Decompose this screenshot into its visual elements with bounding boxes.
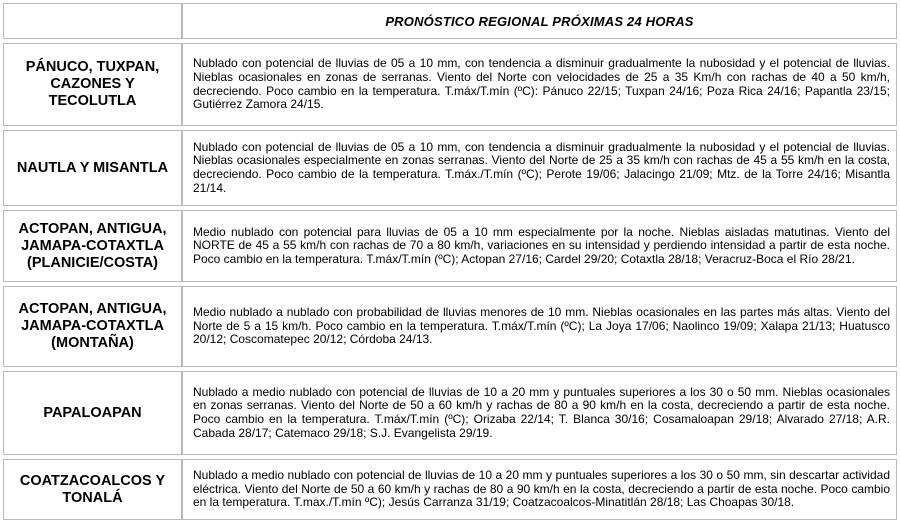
forecast-text: Medio nublado con potencial para lluvias de 05 a 10 mm especialmente por la noche. Nieblas aisladas matutinas. Viento del NORTE de 45 a 55 km/h con rachas de 70 a 80 km/h, variaciones en su intensidad y perdiendo intensidad a partir de esta noche. Poco cambio en la temperatura. T.máx/T.mín (ºC); Actopan 27/16; Cardel 29/20; Cotaxtla 28/18; Veracruz-Boca el Río 28/21.: [193, 224, 890, 266]
region-cell: [3, 210, 182, 282]
region-cell: [3, 43, 182, 126]
header-empty-cell: [3, 3, 182, 39]
forecast-text: Nublado a medio nublado con potencial de lluvias de 10 a 20 mm y puntuales superiores a los 30 o 50 mm, sin descartar actividad eléctrica. Viento del Norte de 50 a 60 km/h y rachas de 80 a 90 km/h en la costa, decreciendo a partir de esta noche. Poco cambio en la temperatura. T.max./T.mín ºC); Jesús Carranza 31/19; Coatzacoalcos-Minatitlán 28/18; Las Choapas 30/18.: [193, 468, 890, 510]
region-cell: [3, 286, 182, 367]
region-name: NAUTLA Y MISANTLA: [16, 159, 169, 176]
forecast-text: Nublado con potencial de lluvias de 05 a 10 mm, con tendencia a disminuir gradualmente la nubosidad y el potencial de lluvias. Nieblas ocasionales especialmente en zonas serranas. Viento del Norte de 25 a 35 km/h con rachas de 45 a 55 km/h en la costa, decreciendo. Poco cambio de la temperatura. T.máx./T.mín (ºC); Perote 19/06; Jalacingo 21/09; Mtz. de la Torre 24/16; Misantla 21/14.: [193, 139, 890, 195]
region-cell: [3, 459, 182, 520]
forecast-cell: [182, 286, 897, 367]
region-name: ACTOPAN, ANTIGUA, JAMAPA-COTAXTLA (PLANICIE/COSTA): [18, 220, 167, 271]
forecast-cell: [182, 43, 897, 126]
forecast-cell: [182, 459, 897, 520]
forecast-cell: [182, 210, 897, 282]
region-cell: [3, 130, 182, 206]
region-name: COATZACOALCOS Y TONALÁ: [19, 472, 166, 506]
region-cell: [3, 371, 182, 455]
table-title: PRONÓSTICO REGIONAL PRÓXIMAS 24 HORAS: [182, 3, 897, 39]
forecast-cell: [182, 130, 897, 206]
region-name: ACTOPAN, ANTIGUA, JAMAPA-COTAXTLA (MONTAÑA): [18, 301, 167, 351]
region-name: PAPALOAPAN: [43, 404, 142, 421]
forecast-text: Nublado con potencial de lluvias de 05 a 10 mm, con tendencia a disminuir gradualmente la nubosidad y el potencial de lluvias. Nieblas ocasionales en zonas de serranas. Viento del Norte con velocidades de 25 a 35 Km/h con rachas de 40 a 50 km/h, decreciendo. Poco cambio en la temperatura. T.máx/T.mín (ºC): Pánuco 22/15; Tuxpan 24/16; Poza Rica 24/16; Papantla 23/15; Gutiérrez Zamora 24/15.: [193, 56, 890, 112]
region-name: PÁNUCO, TUXPAN, CAZONES Y TECOLUTLA: [25, 59, 160, 109]
forecast-text: Nublado a medio nublado con potencial de lluvias de 10 a 20 mm y puntuales superiores a los 30 o 50 mm. Nieblas ocasionales en zonas serranas. Viento del Norte de 50 a 60 km/h y rachas de 80 a 90 km/h en la costa, decreciendo a partir de esta noche. Poco cambio en la temperatura. T.máx/T.mín (ºC); Orizaba 22/14; T. Blanca 30/16; Cosamaloapan 29/18; Alvarado 27/18; A.R. Cabada 28/17; Catemaco 29/18; S.J. Evangelista 29/19.: [193, 384, 890, 440]
forecast-text: Medio nublado a nublado con probabilidad de lluvias menores de 10 mm. Nieblas ocasionales en las partes más altas. Viento del Norte de 5 a 15 km/h. Poco cambio en la temperatura. T.máx/T.mín (ºC); La Joya 17/06; Naolinco 19/09; Xalapa 21/13; Huatusco 20/12; Coscomatepec 20/12; Córdoba 24/13.: [193, 305, 890, 347]
forecast-cell: [182, 371, 897, 455]
